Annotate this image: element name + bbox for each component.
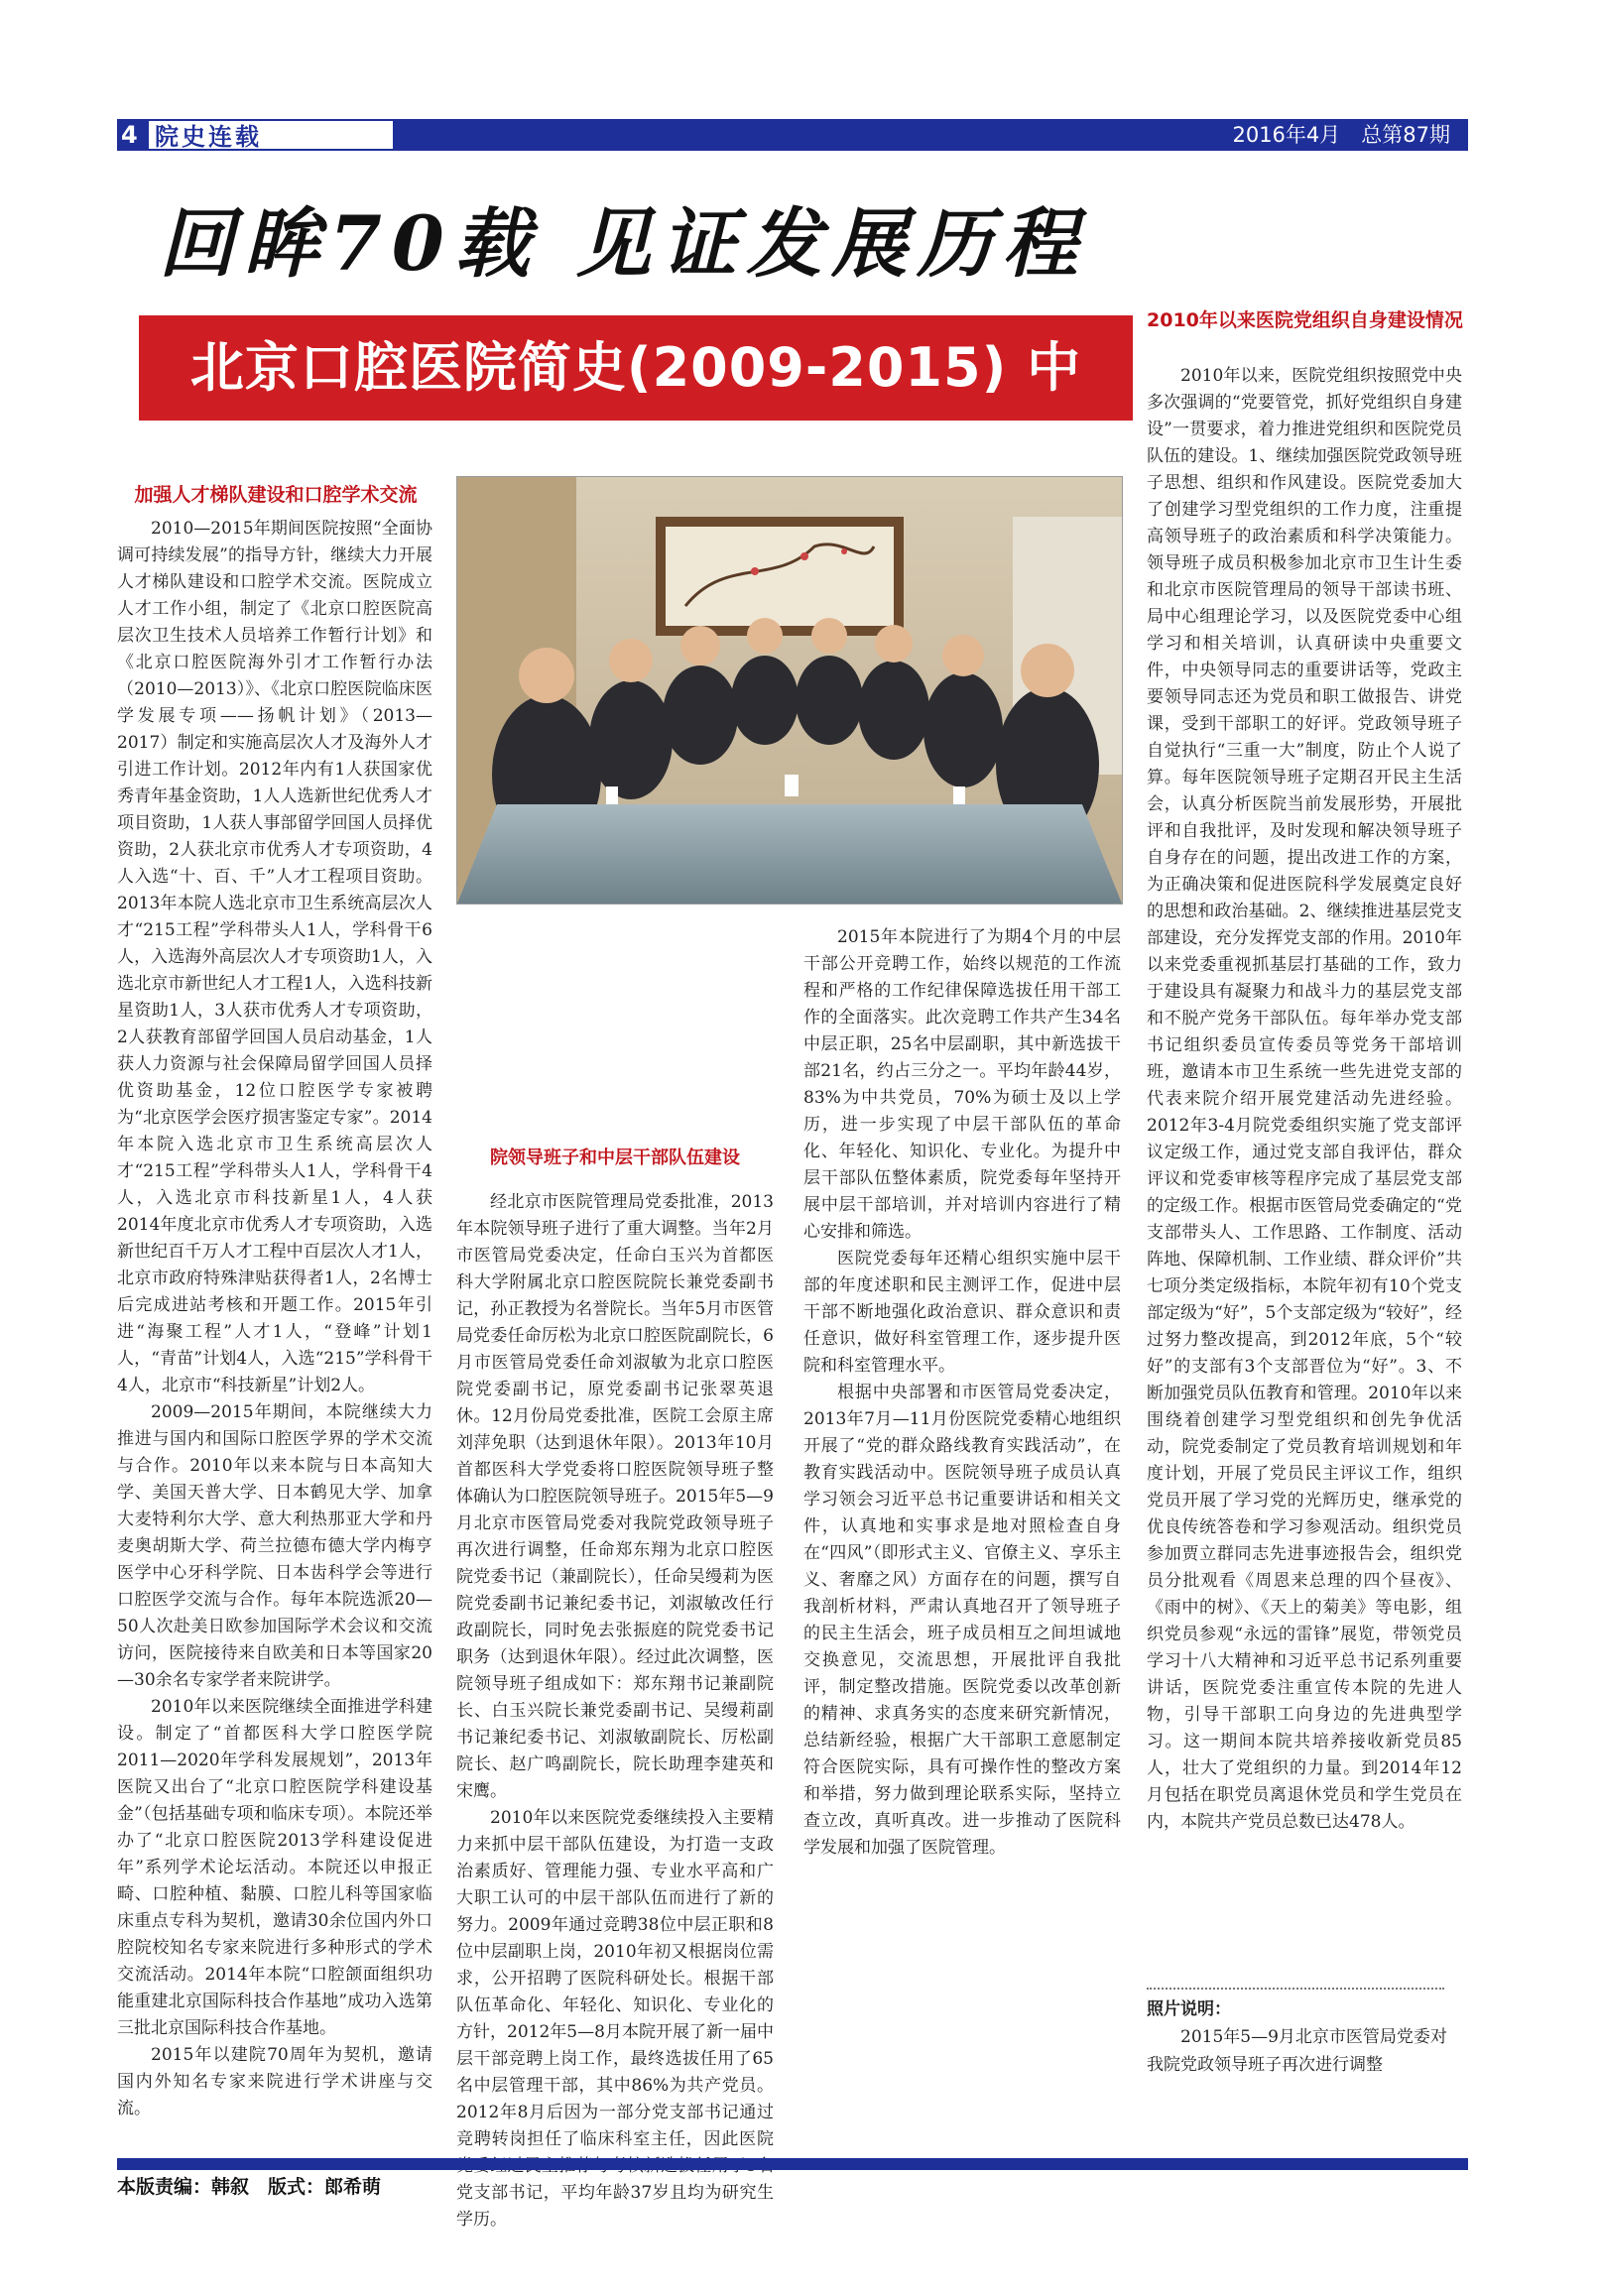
section1-paragraph: 2009—2015年期间，本院继续大力推进与国内和国际口腔医学界的学术交流与合作。2010年以来本院与日本高知大学、美国天普大学、日本鹤见大学、加拿大麦特利尔大学、意大利热那亚大学和丹麦奥胡斯大学、荷兰拉德布德大学内梅亨医学中心牙科学院、日本齿科学会等进行口腔医学交流与合作。每年本院选派20—50人次赴美日欧参加国际学术会议和交流访问，医院接待来自欧美和日本等国家20—30余名专家学者来院讲学。 — [117, 1402, 432, 1690]
section2-heading: 院领导班子和中层干部队伍建设 — [490, 1148, 740, 1168]
section1-paragraph: 2015年以建院70周年为契机，邀请国内外知名专家来院进行学术讲座与交流。 — [117, 2045, 432, 2118]
column-2 — [456, 1131, 774, 2230]
column-3 — [803, 924, 1121, 2152]
section1-paragraph: 2010年以来医院继续全面推进学科建设。制定了“首都医科大学口腔医学院2011—2020年学科发展规划”，2013年医院又出台了“北京口腔医院学科建设基金”（包括基础专项和临床专项）。本院还举办了“北京口腔医院2013学科建设促进年”系列学术论坛活动。本院还以申报正畸、口腔种植、黏膜、口腔儿科等国家临床重点专科为契机，邀请30余位国内外口腔院校知名专家来院进行多种形式的学术交流活动。2014年本院“口腔颌面组织功能重建北京国际科技合作基地”成功入选第三批北京国际科技合作基地。 — [117, 1697, 432, 2038]
section3-heading: 2010年以来医院党组织自身建设情况 — [1147, 309, 1463, 331]
article-title-banner: 北京口腔医院简史(2009-2015) 中 — [139, 315, 1133, 421]
main-title: 回眸70载 见证发展历程 — [159, 199, 1088, 288]
caption-text: 2015年5—9月北京市医管局党委对我院党政领导班子再次进行调整 — [1147, 2027, 1447, 2075]
caption-divider — [1147, 1988, 1444, 1990]
photo-caption — [1147, 1988, 1462, 2079]
footer-bar — [117, 2158, 1468, 2170]
page-header — [117, 119, 1468, 151]
column-4 — [1147, 363, 1462, 1970]
section2-paragraph: 2015年本院进行了为期4个月的中层干部公开竞聘工作，始终以规范的工作流程和严格的工作纪律保障选拔任用干部工作的全面落实。此次竞聘工作共产生34名中层正职，25名中层副职，其中新选拔干部21名，约占三分之一。平均年龄44岁，83%为中共党员，70%为硕士及以上学历，进一步实现了中层干部队伍的革命化、年轻化、知识化、专业化。为提升中层干部队伍整体素质，院党委每年坚持开展中层干部培训，并对培训内容进行了精心安排和筛选。 — [803, 927, 1121, 1242]
caption-label: 照片说明： — [1147, 1999, 1231, 2019]
section1-paragraph: 2010—2015年期间医院按照“全面协调可持续发展”的指导方针，继续大力开展人才梯队建设和口腔学术交流。医院成立人才工作小组，制定了《北京口腔医院高层次卫生技术人员培养工作暂行计划》和《北京口腔医院海外引才工作暂行办法（2010—2013）》、《北京口腔医院临床医学发展专项——扬帆计划》（2013—2017）制定和实施高层次人才及海外人才引进工作计划。2012年内有1人获国家优秀青年基金资助，1人人选新世纪优秀人才项目资助，1人获人事部留学回国人员择优资助，2人获北京市优秀人才专项资助，4人入选“十、百、千”人才工程项目资助。2013年本院人选北京市卫生系统高层次人才“215工程”学科带头人1人，学科骨干6人，入选海外高层次人才专项资助1人，入选北京市新世纪人才工程1人，入选科技新星资助1人，3人获市优秀人才专项资助，2人获教育部留学回国人员启动基金，1人获人力资源与社会保障局留学回国人员择优资助基金，12位口腔医学专家被聘为“北京医学会医疗损害鉴定专家”。2014年本院入选北京市卫生系统高层次人才“215工程”学科带头人1人，学科骨干4人，入选北京市科技新星1人，4人获2014年度北京市优秀人才专项资助，入选新世纪百千万人才工程中百层次人才1人，北京市政府特殊津贴获得者1人，2名博士后完成进站考核和开题工作。2015年引进“海聚工程”人才1人，“登峰”计划1人，“青苗”计划4人，入选“215”学科骨干4人，北京市“科技新星”计划2人。 — [117, 519, 432, 1395]
section1-heading: 加强人才梯队建设和口腔学术交流 — [134, 484, 418, 506]
section2-paragraph: 经北京市医院管理局党委批准，2013年本院领导班子进行了重大调整。当年2月市医管局党委决定，任命白玉兴为首都医科大学附属北京口腔医院院长兼党委副书记，孙正教授为名誉院长。当年5月市医管局党委任命厉松为北京口腔医院副院长，6月市医管局党委任命刘淑敏为北京口腔医院党委副书记，原党委副书记张翠英退休。12月份局党委批准，医院工会原主席刘萍免职（达到退休年限）。2013年10月首都医科大学党委将口腔医院领导班子整体确认为口腔医院领导班子。2015年5—9月北京市医管局党委对我院党政领导班子再次进行调整，任命郑东翔为北京口腔医院党委书记（兼副院长），任命吴缦莉为医院党委副书记兼纪委书记，刘淑敏改任行政副院长，同时免去张振庭的院党委书记职务（达到退休年限）。经过此次调整，医院领导班子组成如下：郑东翔书记兼副院长、白玉兴院长兼党委副书记、吴缦莉副书记兼纪委书记、刘淑敏副院长、厉松副院长、赵广鸣副院长，院长助理李建英和宋鹰。 — [456, 1192, 774, 1801]
column-1 — [117, 516, 432, 2152]
page-number: 4 — [121, 121, 138, 149]
section2-paragraph: 2010年以来医院党委继续投入主要精力来抓中层干部队伍建设，为打造一支政治素质好、管理能力强、专业水平高和广大职工认可的中层干部队伍而进行了新的努力。2009年通过竞聘38位中层正职和8位中层副职上岗，2010年初又根据岗位需求，公开招聘了医院科研处长。根据干部队伍革命化、年轻化、知识化、专业化的方针，2012年5—8月本院开展了新一届中层干部竞聘上岗工作，最终选拔任用了65名中层管理干部，其中86%为共产党员。2012年8月后因为一部分党支部书记通过竞聘转岗担任了临床科室主任，因此医院 党支部书记，平均年龄37岁且均为研究生学历。 — [456, 1808, 774, 2230]
issue-info: 2016年4月 总第87期 — [1232, 123, 1450, 147]
section2-paragraph: 医院党委每年还精心组织实施中层干部的年度述职和民主测评工作，促进中层干部不断地强化政治意识、群众意识和责任意识，做好科室管理工作，逐步提升医院和科室管理水平。 — [803, 1249, 1121, 1376]
section-label: 院史连载 — [149, 119, 393, 151]
section3-paragraph: 2010年以来，医院党组织按照党中央多次强调的“党要管党，抓好党组织自身建设”一贯要求，着力推进党组织和医院党员队伍的建设。1、继续加强医院党政领导班子思想、组织和作风建设。医院党委加大了创建学习型党组织的工作力度，注重提高领导班子的政治素质和科学决策能力。领导班子成员积极参加北京市卫生计生委和北京市医院管理局的领导干部读书班、局中心组理论学习，以及医院党委中心组学习和相关培训，认真研读中央重要文件，中央领导同志的重要讲话等，党政主要领导同志还为党员和职工做报告、讲党课，受到干部职工的好评。党政领导班子自觉执行“三重一大”制度，防止个人说了算。每年医院领导班子定期召开民主生活会，认真分析医院当前发展形势，开展批评和自我批评，及时发现和解决领导班子自身存在的问题，提出改进工作的方案，为正确决策和促进医院科学发展奠定良好的思想和政治基础。2、继续推进基层党支部建设，充分发挥党支部的作用。2010年以来党委重视抓基层打基础的工作，致力于建设具有凝聚力和战斗力的基层党支部和不脱产党务干部队伍。每年举办党支部书记组织委员宣传委员等党务干部培训班，邀请本市卫生系统一些先进党支部的代表来院介绍开展党建活动先进经验。2012年3-4月院党委组织实施了党支部评议定级工作，通过党支部自我评估，群众评议和党委审核等程序完成了基层党支部的定级工作。根据市医管局党委确定的“党支部带头人、工作思路、工作制度、活动阵地、保障机制、工作业绩、群众评价”共七项分类定级指标，本院年初有10个党支部定级为“好”，5个支部定级为“较好”，经过努力整改提高，到2012年底，5个“较好”的支部有3个支部晋位为“好”。3、不断加强党员队伍教育和管理。2010年以来围绕着创建学习型党组织和创先争优活动，院党委制定了党员教育培训规划和年度计划，开展了党员民主评议工作，组织党员开展了学习党的光辉历史，继承党的优良传统答卷和学习参观活动。组织党员参加贾立群同志先进事迹报告会，组织党员分批观看《周恩来总理的四个昼夜》、《雨中的树》、《天上的菊美》等电影，组织党员参观“永远的雷锋”展览，带领党员学习十八大精神和习近平总书记系列重要讲话，医院党委注重宣传本院的先进人物，引导干部职工向身边的先进典型学习。这一期间本院共培养接收新党员85人，壮大了党组织的力量。到2014年12月包括在职党员离退休党员和学生党员在内，本院共产党员总数已达478人。 — [1147, 366, 1462, 1832]
section2-paragraph: 根据中央部署和市医管局党委决定，2013年7月—11月份医院党委精心地组织开展了“党的群众路线教育实践活动”，在教育实践活动中。医院领导班子成员认真学习领会习近平总书记重要讲话和相关文件，认真地和实事求是地对照检查自身在“四风”（即形式主义、官僚主义、享乐主义、奢靡之风）方面存在的问题，撰写自我剖析材料，严肃认真地召开了领导班子的民主生活会，班子成员相互之间坦诚地交换意见，交流思想，开展批评自我批评，制定整改措施。医院党委以改革创新的精神、求真务实的态度来研究新情况，总结新经验，根据广大干部职工意愿制定符合医院实际，具有可操作性的整改方案和举措，努力做到理论联系实际，坚持立查立改，真听真改。进一步推动了医院科学发展和加强了医院管理。 — [803, 1383, 1121, 1858]
group-photo-image — [457, 477, 1122, 904]
group-photo — [456, 476, 1123, 905]
footer-credits: 本版责编：韩叙 版式：郎希萌 — [117, 2176, 382, 2198]
